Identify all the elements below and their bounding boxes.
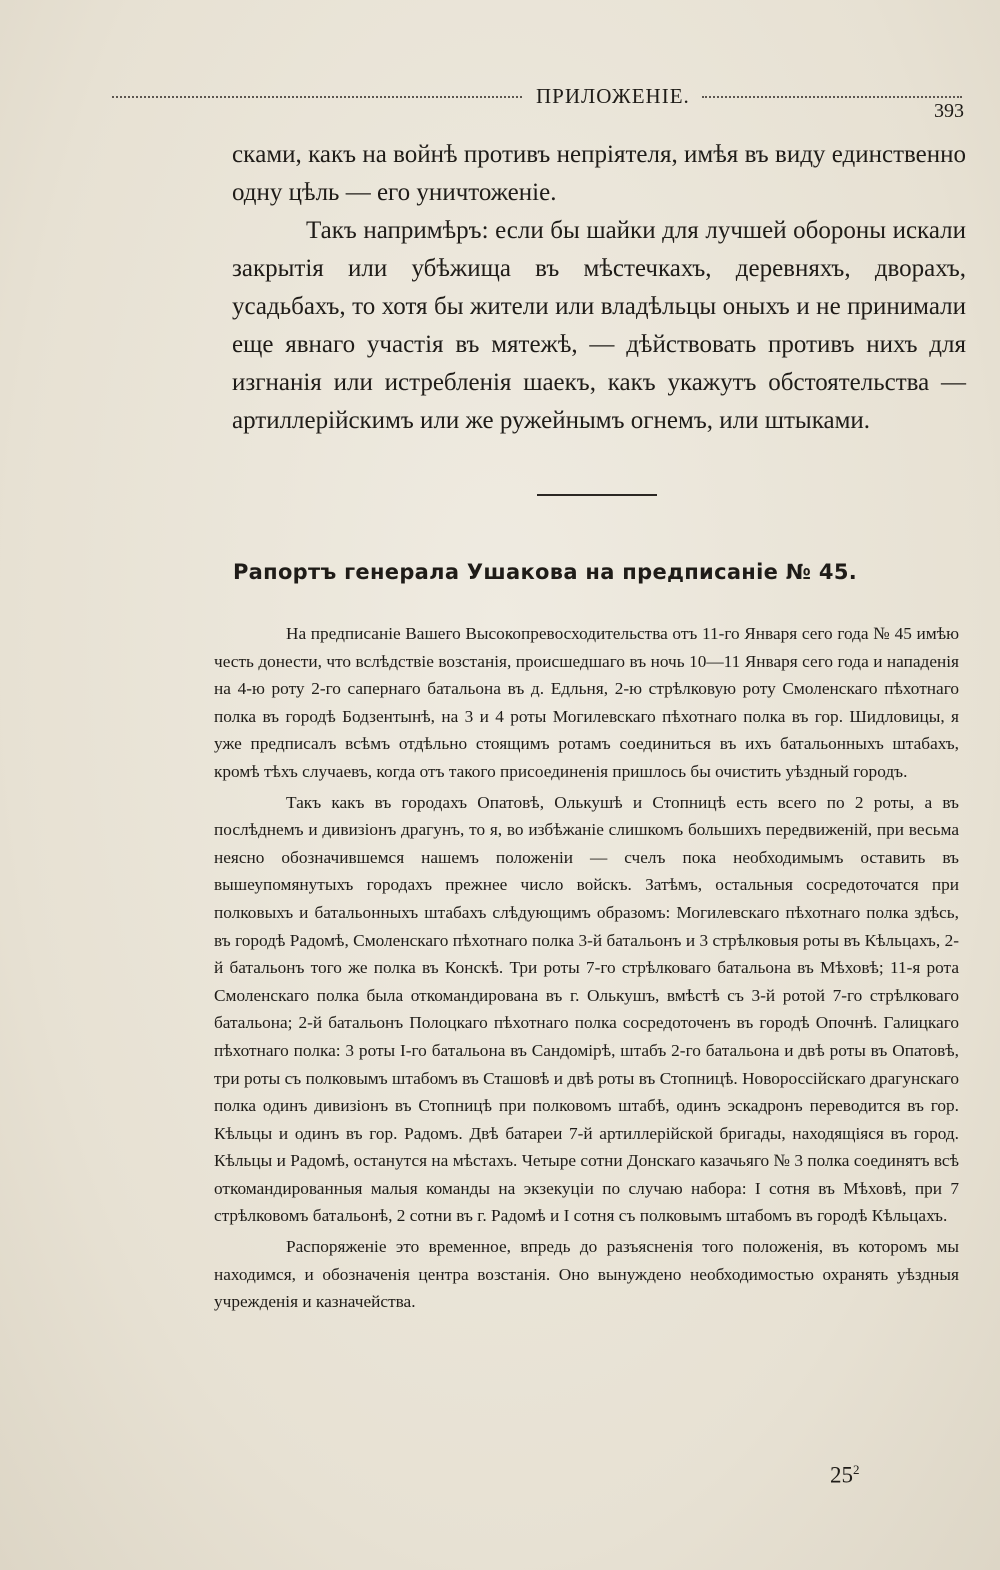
running-header: [112, 80, 964, 128]
signature-mark-number: 25: [830, 1462, 853, 1488]
continued-paragraph: скaми, какъ на войнѣ противъ непріятеля, имѣя въ виду единственно одну цѣль — его уничтоженіе.: [232, 141, 966, 206]
signature-mark-superscript: 2: [853, 1462, 860, 1477]
report-title: Рапортъ генерала Ушакова на предписаніе № 45.: [232, 560, 858, 584]
report-body: [214, 620, 959, 1319]
section-divider: [537, 494, 657, 496]
continued-text-block: [232, 136, 966, 440]
report-paragraph-1: На предписаніе Вашего Высокопревосходительства отъ 11-го Января сего года № 45 имѣю честь донести, что вслѣдствіе возстанія, происшедшаго въ ночь 10—11 Января сего года и нападенія на 4-ю роту 2-го сапернаго батальона въ д. Едльня, 2-ю стрѣлковую роту Смоленскаго пѣхотнаго полка въ городѣ Бодзентынѣ, на 3 и 4 роты Могилевскаго пѣхотнаго полка въ гор. Шидловицы, я уже предписалъ всѣмъ отдѣльно стоящимъ ротамъ соединиться въ ихъ батальонныхъ штабахъ, кромѣ тѣхъ случаевъ, когда отъ такого присоединенія пришлось бы очистить уѣздный городъ.: [214, 624, 959, 781]
header-title: ПРИЛОЖЕНІЕ.: [536, 84, 690, 108]
example-paragraph: Такъ напримѣръ: если бы шайки для лучшей обороны искали закрытія или убѣжища въ мѣстечкахъ, деревняхъ, дворахъ, усадьбахъ, то хотя бы жители или владѣльцы оныхъ и не принимали еще явнаго участія въ мятежѣ, — дѣйствовать противъ нихъ для изгнанія или истребленія шаекъ, какъ укажутъ обстоятельства — артиллерійскимъ или же ружейнымъ огнемъ, или штыками.: [232, 217, 966, 434]
report-paragraph-3: Распоряженіе это временное, впредь до разъясненія того положенія, въ которомъ мы находимся, и обозначенія центра возстанія. Оно вынуждено необходимостью охранять уѣздныя учрежденія и казначейства.: [214, 1237, 959, 1312]
report-paragraph-2: Такъ какъ въ городахъ Опатовѣ, Олькушѣ и Стопницѣ есть всего по 2 роты, а въ послѣднемъ и дивизіонъ драгунъ, то я, во избѣжаніе слишкомъ большихъ передвиженій, при весьма неясно обозначившемся нашемъ положеніи — счелъ пока необходимымъ оставить въ вышеупомянутыхъ городахъ прежнее число войскъ. Затѣмъ, остальныя сосредоточатся при полковыхъ и батальонныхъ штабахъ слѣдующимъ образомъ: Могилевскаго пѣхотнаго полка здѣсь, въ городѣ Радомѣ, Смоленскаго пѣхотнаго полка 3-й батальонъ и 3 стрѣлковыя роты въ Кѣльцахъ, 2-й батальонъ того же полка въ Конскѣ. Три роты 7-го стрѣлковаго батальона въ Мѣховѣ; 11-я рота Смоленскаго полка была откомандирована въ г. Олькушъ, вмѣстѣ съ 3-й ротой 7-го стрѣлковаго батальона; 2-й батальонъ Полоцкаго пѣхотнаго полка сосредоточенъ въ городѣ Опочнѣ. Галицкаго пѣхотнаго полка: 3 роты I-го батальона въ Сандомірѣ, штабъ 2-го батальона и двѣ роты въ Опатовѣ, три роты съ полковымъ штабомъ въ Сташовѣ и двѣ роты въ Стопницѣ. Новороссійскаго драгунскаго полка одинъ дивизіонъ въ Стопницѣ при полковомъ штабѣ, одинъ эскадронъ переводится въ гор. Кѣльцы и одинъ въ гор. Радомъ. Двѣ батареи 7-й артиллерійской бригады, находящіяся въ город. Кѣльцы и Радомѣ, останутся на мѣстахъ. Четыре сотни Донскаго казачьяго № 3 полка соединятъ всѣ откомандированныя малыя команды на экзекуціи по случаю набора: I сотня въ Мѣховѣ, при 7 стрѣлковомъ батальонѣ, 2 сотни въ г. Радомѣ и I сотня съ полковымъ штабомъ въ городѣ Кѣльцахъ.: [214, 792, 959, 1226]
header-ornament-right: [702, 96, 962, 106]
page-number: 393: [934, 100, 964, 122]
header-ornament-left: [112, 96, 522, 106]
signature-mark: [830, 1462, 860, 1489]
